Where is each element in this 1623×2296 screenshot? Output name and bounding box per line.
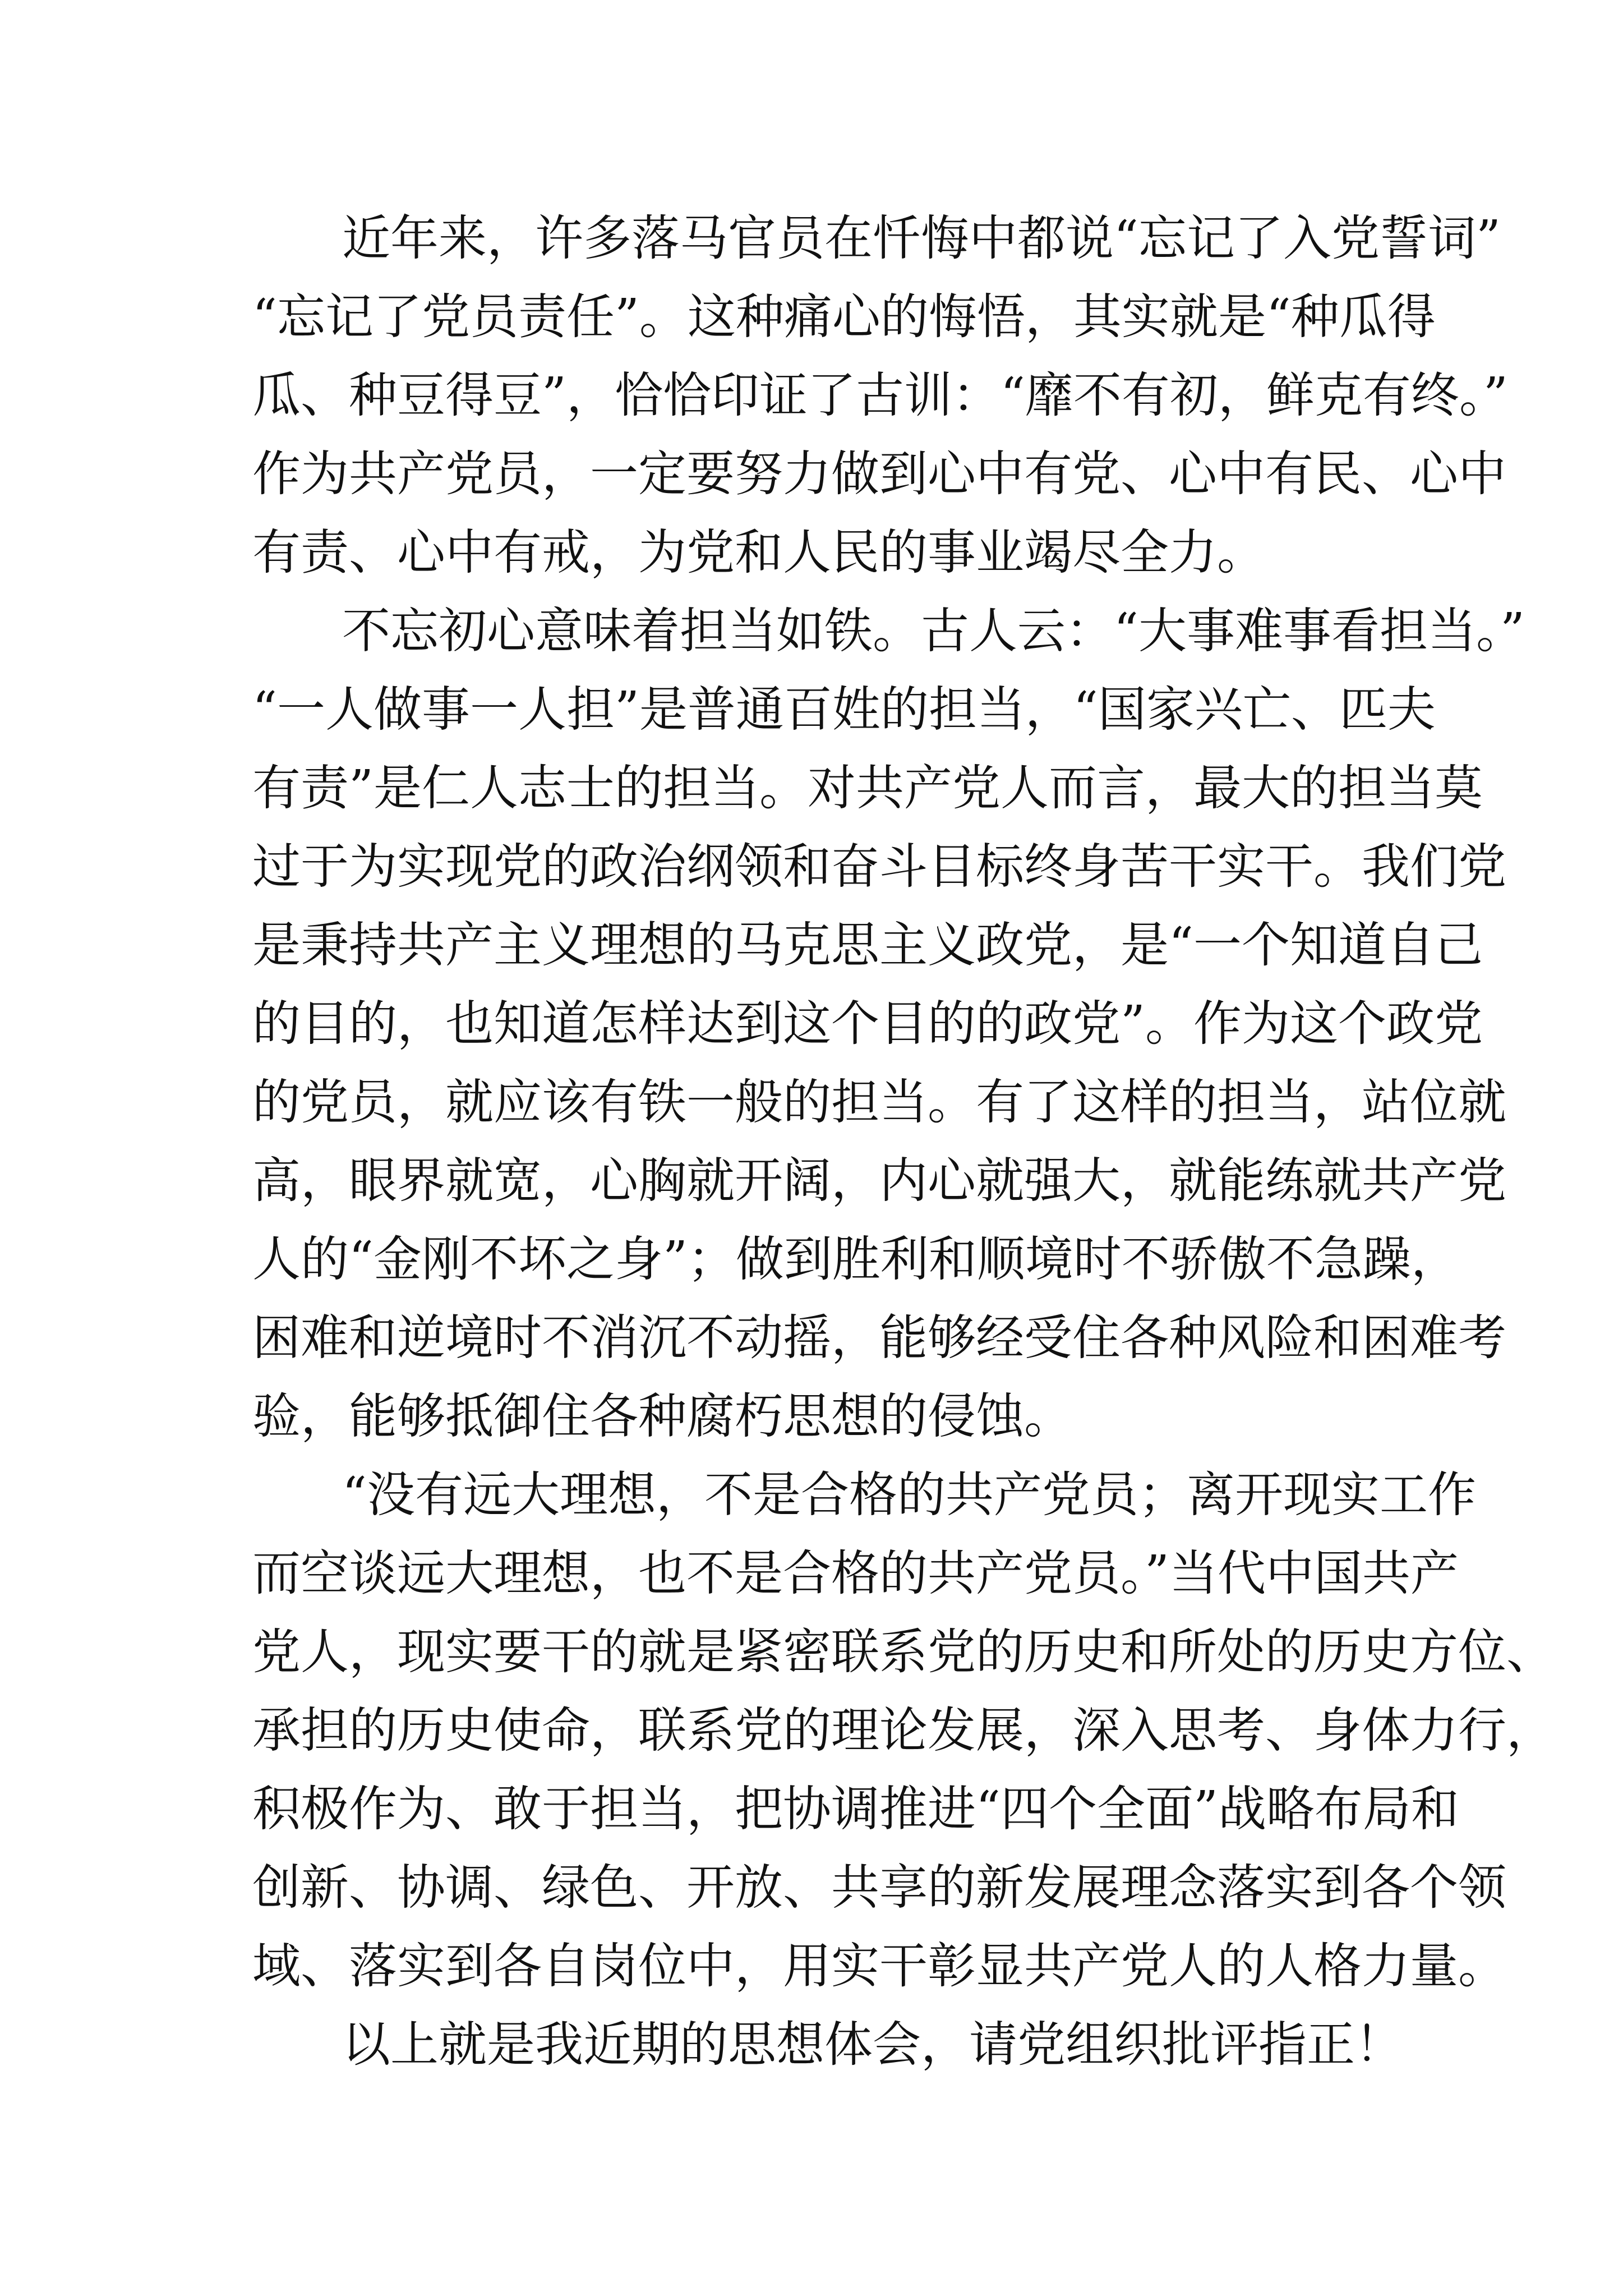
paragraph-2-line-4: 过于为实现党的政治纲领和奋斗目标终身苦干实干。我们党 [252, 839, 1506, 895]
paragraph-1-line-4: 作为共产党员，一定要努力做到心中有党、心中有民、心中 [252, 446, 1506, 502]
paragraph-2-line-8: 高，眼界就宽，心胸就开阔，内心就强大，就能练就共产党 [252, 1153, 1506, 1209]
paragraph-2-line-3: 有责”是仁人志士的担当。对共产党人而言，最大的担当莫 [252, 760, 1483, 816]
paragraph-2-line-11: 验，能够抵御住各种腐朽思想的侵蚀。 [252, 1388, 1072, 1444]
paragraph-2-line-10: 困难和逆境时不消沉不动摇，能够经受住各种风险和困难考 [252, 1310, 1506, 1366]
paragraph-4-line-1: 以上就是我近期的思想体会，请党组织批评指正！ [342, 2017, 1403, 2073]
paragraph-2-line-1: 不忘初心意味着担当如铁。古人云：“大事难事看担当。” [342, 603, 1525, 659]
paragraph-1-line-2: “忘记了党员责任”。这种痛心的悔悟，其实就是“种瓜得 [252, 289, 1436, 345]
paragraph-2-line-9: 人的“金刚不坏之身”；做到胜利和顺境时不骄傲不急躁， [252, 1231, 1459, 1287]
paragraph-2-line-6: 的目的，也知道怎样达到这个目的的政党”。作为这个政党 [252, 996, 1483, 1052]
paragraph-3-line-4: 承担的历史使命，联系党的理论发展，深入思考、身体力行， [252, 1703, 1555, 1759]
paragraph-3-line-2: 而空谈远大理想，也不是合格的共产党员。”当代中国共产 [252, 1545, 1459, 1602]
paragraph-1-line-5: 有责、心中有戒，为党和人民的事业竭尽全力。 [252, 524, 1265, 581]
paragraph-3-line-6: 创新、协调、绿色、开放、共享的新发展理念落实到各个领 [252, 1860, 1506, 1916]
paragraph-1-line-1: 近年来，许多落马官员在忏悔中都说“忘记了入党誓词” [342, 210, 1501, 266]
paragraph-3-line-3: 党人，现实要干的就是紧密联系党的历史和所处的历史方位、 [252, 1624, 1555, 1680]
paragraph-2-line-7: 的党员，就应该有铁一般的担当。有了这样的担当，站位就 [252, 1074, 1506, 1130]
paragraph-3-line-7: 域、落实到各自岗位中，用实干彰显共产党人的人格力量。 [252, 1938, 1506, 1994]
paragraph-3-line-1: “没有远大理想，不是合格的共产党员；离开现实工作 [342, 1467, 1476, 1523]
paragraph-3-line-5: 积极作为、敢于担当，把协调推进“四个全面”战略布局和 [252, 1781, 1459, 1837]
paragraph-2-line-2: “一人做事一人担”是普通百姓的担当，“国家兴亡、匹夫 [252, 682, 1436, 738]
paragraph-1-line-3: 瓜、种豆得豆”，恰恰印证了古训：“靡不有初，鲜克有终。” [252, 367, 1508, 424]
paragraph-2-line-5: 是秉持共产主义理想的马克思主义政党，是“一个知道自己 [252, 917, 1483, 973]
